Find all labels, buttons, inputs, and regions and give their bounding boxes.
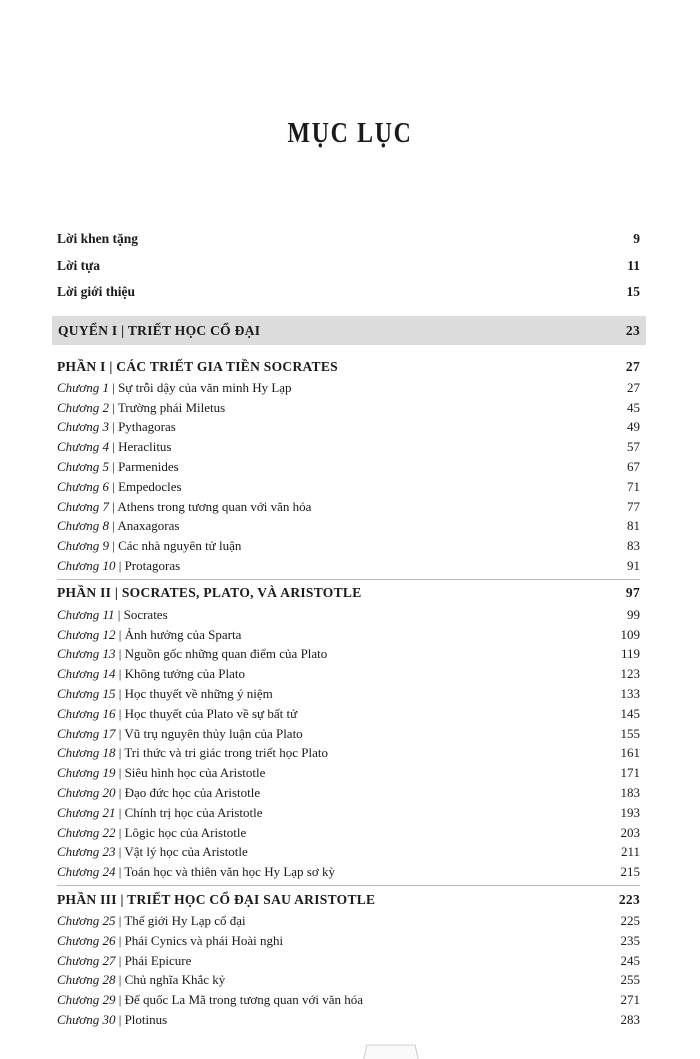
chapter-row[interactable] bbox=[57, 823, 640, 843]
chapter-separator: | bbox=[115, 844, 125, 860]
chapter-row[interactable] bbox=[57, 664, 640, 684]
chapter-title: Đạo đức học của Aristotle bbox=[124, 785, 261, 801]
front-matter-page: 9 bbox=[633, 231, 640, 247]
chapter-separator: | bbox=[108, 518, 118, 534]
chapter-label bbox=[57, 972, 225, 988]
chapter-page: 67 bbox=[627, 459, 640, 475]
chapter-title: Sự trỗi dậy của văn minh Hy Lạp bbox=[118, 379, 292, 395]
parts-list bbox=[57, 355, 640, 1030]
chapter-row[interactable] bbox=[57, 744, 640, 764]
chapter-separator: | bbox=[115, 864, 125, 880]
chapter-page: 145 bbox=[620, 705, 640, 721]
chapter-row[interactable] bbox=[57, 437, 640, 457]
chapter-page: 283 bbox=[620, 1012, 640, 1027]
chapter-separator: | bbox=[108, 419, 119, 435]
chapter-number: Chương 6 bbox=[57, 478, 109, 494]
chapter-number: Chương 28 bbox=[57, 972, 116, 988]
chapter-title: Chủ nghĩa Khắc kỷ bbox=[124, 972, 226, 988]
chapter-label bbox=[57, 380, 292, 396]
chapter-label bbox=[57, 726, 303, 742]
chapter-title: Anaxagoras bbox=[117, 518, 180, 534]
chapter-row[interactable] bbox=[57, 951, 640, 971]
chapter-row[interactable] bbox=[57, 931, 640, 951]
chapter-row[interactable] bbox=[57, 605, 640, 625]
chapter-page: 27 bbox=[627, 379, 640, 395]
chapter-title: Không tưởng của Plato bbox=[124, 666, 245, 682]
front-matter-item[interactable] bbox=[57, 279, 640, 306]
chapter-page: 109 bbox=[620, 626, 640, 642]
front-matter-item[interactable] bbox=[57, 253, 640, 280]
chapter-separator: | bbox=[115, 765, 125, 781]
chapter-separator: | bbox=[115, 745, 125, 761]
chapter-label bbox=[57, 992, 363, 1008]
chapter-page: 133 bbox=[620, 686, 640, 702]
chapter-separator: | bbox=[115, 824, 125, 840]
chapter-label bbox=[57, 1012, 167, 1028]
chapter-row[interactable] bbox=[57, 803, 640, 823]
chapter-label bbox=[57, 805, 262, 821]
chapter-label bbox=[57, 479, 182, 495]
chapter-row[interactable] bbox=[57, 783, 640, 803]
chapter-number: Chương 7 bbox=[57, 498, 109, 514]
chapter-number: Chương 13 bbox=[57, 646, 116, 662]
chapter-number: Chương 22 bbox=[57, 824, 116, 840]
chapter-row[interactable] bbox=[57, 862, 640, 882]
chapter-page: 211 bbox=[620, 844, 640, 860]
chapter-number: Chương 20 bbox=[57, 785, 116, 801]
chapter-number: Chương 4 bbox=[57, 439, 109, 455]
chapter-page: 77 bbox=[627, 498, 640, 514]
book-heading-label: QUYỂN I | TRIẾT HỌC CỔ ĐẠI bbox=[58, 322, 261, 338]
chapter-row[interactable] bbox=[57, 971, 640, 991]
chapter-number: Chương 24 bbox=[57, 864, 116, 880]
chapter-separator: | bbox=[115, 558, 125, 574]
chapter-title: Socrates bbox=[123, 606, 168, 622]
chapter-number: Chương 10 bbox=[57, 558, 116, 574]
chapter-row[interactable] bbox=[57, 625, 640, 645]
chapter-title: Thế giới Hy Lạp cổ đại bbox=[124, 913, 246, 929]
chapter-separator: | bbox=[115, 952, 125, 968]
chapter-row[interactable] bbox=[57, 536, 640, 556]
chapter-label bbox=[57, 439, 171, 455]
chapter-number: Chương 9 bbox=[57, 538, 109, 554]
chapter-separator: | bbox=[108, 538, 119, 554]
front-matter-list bbox=[57, 226, 640, 306]
chapter-number: Chương 23 bbox=[57, 844, 116, 860]
chapter-row[interactable] bbox=[57, 763, 640, 783]
chapter-number: Chương 26 bbox=[57, 932, 116, 948]
chapter-number: Chương 11 bbox=[57, 606, 115, 622]
book-heading[interactable] bbox=[52, 316, 646, 345]
chapter-page: 215 bbox=[620, 864, 640, 880]
chapter-title: Siêu hình học của Aristotle bbox=[124, 765, 266, 781]
chapter-page: 271 bbox=[620, 992, 640, 1008]
chapter-title: Tri thức và tri giác trong triết học Plato bbox=[124, 745, 329, 761]
chapter-label bbox=[57, 745, 328, 761]
chapter-page: 71 bbox=[627, 478, 640, 494]
chapter-label bbox=[57, 686, 273, 702]
chapter-separator: | bbox=[115, 913, 125, 929]
chapter-title: Toán học và thiên văn học Hy Lạp sơ kỳ bbox=[124, 864, 335, 880]
chapter-number: Chương 15 bbox=[57, 686, 116, 702]
chapter-number: Chương 16 bbox=[57, 705, 116, 721]
chapter-label bbox=[57, 953, 191, 969]
chapter-separator: | bbox=[108, 439, 119, 455]
chapter-number: Chương 21 bbox=[57, 804, 116, 820]
chapter-page: 155 bbox=[620, 725, 640, 741]
chapter-separator: | bbox=[115, 932, 125, 948]
chapter-row[interactable] bbox=[57, 684, 640, 704]
chapter-title: Empedocles bbox=[118, 478, 182, 494]
chapter-number: Chương 12 bbox=[57, 626, 116, 642]
chapter-number: Chương 17 bbox=[57, 725, 116, 741]
chapter-title: Athens trong tương quan với văn hóa bbox=[117, 498, 312, 514]
chapter-separator: | bbox=[108, 379, 119, 395]
part-heading-page: 97 bbox=[625, 585, 640, 601]
chapter-page: 193 bbox=[620, 804, 640, 820]
part-heading[interactable] bbox=[57, 888, 640, 911]
chapter-label bbox=[57, 825, 246, 841]
chapter-label bbox=[57, 400, 225, 416]
chapter-title: Pythagoras bbox=[118, 419, 176, 435]
part-heading-label: PHẦN I | CÁC TRIẾT GIA TIỀN SOCRATES bbox=[57, 358, 338, 374]
chapter-number: Chương 5 bbox=[57, 459, 109, 475]
chapter-number: Chương 18 bbox=[57, 745, 116, 761]
chapter-row[interactable] bbox=[57, 378, 640, 398]
chapter-title: Các nhà nguyên tử luận bbox=[118, 538, 242, 554]
chapter-separator: | bbox=[115, 804, 125, 820]
chapter-title: Protagoras bbox=[124, 558, 181, 574]
chapter-label bbox=[57, 538, 241, 554]
chapter-page: 203 bbox=[620, 824, 640, 840]
chapter-number: Chương 1 bbox=[57, 379, 109, 395]
chapter-row[interactable] bbox=[57, 497, 640, 517]
book-heading-page: 23 bbox=[625, 322, 640, 338]
chapter-label bbox=[57, 785, 260, 801]
chapter-separator: | bbox=[108, 478, 119, 494]
chapter-label bbox=[57, 646, 327, 662]
chapter-number: Chương 29 bbox=[57, 992, 116, 1008]
chapter-page: 119 bbox=[620, 646, 640, 662]
chapter-page: 225 bbox=[620, 913, 640, 929]
chapter-label bbox=[57, 607, 168, 623]
chapter-label bbox=[57, 419, 176, 435]
chapter-separator: | bbox=[114, 606, 124, 622]
chapter-row[interactable] bbox=[57, 457, 640, 477]
chapter-row[interactable] bbox=[57, 724, 640, 744]
chapter-title: Vật lý học của Aristotle bbox=[124, 844, 248, 860]
chapter-title: Heraclitus bbox=[118, 439, 172, 455]
chapter-row[interactable] bbox=[57, 1010, 640, 1030]
chapter-label bbox=[57, 844, 248, 860]
chapter-row[interactable] bbox=[57, 418, 640, 438]
chapter-label bbox=[57, 627, 241, 643]
chapter-row[interactable] bbox=[57, 398, 640, 418]
chapter-title: Nguồn gốc những quan điểm của Plato bbox=[124, 646, 328, 662]
front-matter-label: Lời tựa bbox=[57, 257, 100, 273]
chapter-label bbox=[57, 666, 245, 682]
chapter-number: Chương 19 bbox=[57, 765, 116, 781]
front-matter-label: Lời khen tặng bbox=[57, 231, 138, 247]
chapter-label bbox=[57, 518, 179, 534]
chapter-row[interactable] bbox=[57, 556, 640, 576]
chapter-page: 45 bbox=[627, 399, 640, 415]
chapter-page: 171 bbox=[620, 765, 640, 781]
front-matter-label: Lời giới thiệu bbox=[57, 284, 135, 300]
front-matter-page: 11 bbox=[627, 257, 640, 273]
chapter-title: Parmenides bbox=[118, 459, 179, 475]
part-heading-page: 223 bbox=[618, 891, 640, 907]
chapter-title: Lôgic học của Aristotle bbox=[124, 824, 247, 840]
chapter-separator: | bbox=[108, 399, 118, 415]
chapter-separator: | bbox=[115, 785, 125, 801]
chapter-separator: | bbox=[108, 459, 119, 475]
chapter-page: 161 bbox=[620, 745, 640, 761]
chapter-separator: | bbox=[115, 646, 125, 662]
chapter-title: Chính trị học của Aristotle bbox=[124, 804, 263, 820]
chapter-title: Vũ trụ nguyên thủy luận của Plato bbox=[124, 725, 303, 741]
chapter-separator: | bbox=[115, 626, 125, 642]
chapter-label bbox=[57, 933, 283, 949]
chapter-label bbox=[57, 499, 311, 515]
chapter-separator: | bbox=[115, 992, 125, 1008]
chapter-number: Chương 30 bbox=[57, 1012, 116, 1027]
chapter-page: 255 bbox=[620, 972, 640, 988]
chapter-row[interactable] bbox=[57, 645, 640, 665]
chapter-label bbox=[57, 765, 265, 781]
part-heading-label: PHẦN II | SOCRATES, PLATO, VÀ ARISTOTLE bbox=[57, 585, 362, 601]
chapter-page: 123 bbox=[620, 666, 640, 682]
part-heading[interactable] bbox=[57, 355, 640, 378]
part-heading[interactable] bbox=[57, 582, 640, 605]
chapter-title: Đế quốc La Mã trong tương quan với văn hóa bbox=[124, 992, 364, 1008]
chapter-row[interactable] bbox=[57, 843, 640, 863]
chapter-separator: | bbox=[108, 498, 118, 514]
part-divider bbox=[57, 885, 640, 886]
chapter-page: 81 bbox=[627, 518, 640, 534]
chapter-row[interactable] bbox=[57, 517, 640, 537]
part-divider bbox=[57, 579, 640, 580]
chapter-page: 91 bbox=[627, 558, 640, 574]
chapter-number: Chương 25 bbox=[57, 913, 116, 929]
page-tab-decoration bbox=[363, 1045, 419, 1059]
chapter-separator: | bbox=[115, 705, 125, 721]
chapter-title: Học thuyết của Plato về sự bất tử bbox=[124, 705, 298, 721]
chapter-label bbox=[57, 864, 335, 880]
chapter-page: 57 bbox=[627, 439, 640, 455]
chapter-page: 99 bbox=[627, 606, 640, 622]
front-matter-item[interactable] bbox=[57, 226, 640, 253]
chapter-row[interactable] bbox=[57, 911, 640, 931]
chapter-page: 49 bbox=[627, 419, 640, 435]
chapter-title: Học thuyết về những ý niệm bbox=[124, 686, 273, 702]
chapter-page: 183 bbox=[620, 785, 640, 801]
chapter-number: Chương 3 bbox=[57, 419, 109, 435]
chapter-separator: | bbox=[115, 686, 125, 702]
front-matter-page: 15 bbox=[626, 284, 640, 300]
chapter-row[interactable] bbox=[57, 704, 640, 724]
chapter-page: 235 bbox=[620, 932, 640, 948]
chapter-separator: | bbox=[115, 666, 125, 682]
chapter-label bbox=[57, 558, 180, 574]
chapter-separator: | bbox=[115, 972, 125, 988]
part-heading-page: 27 bbox=[625, 358, 640, 374]
chapter-label bbox=[57, 459, 179, 475]
page-title: MỤC LỤC bbox=[287, 118, 413, 149]
chapter-title: Ảnh hưởng của Sparta bbox=[124, 626, 242, 642]
chapter-page: 245 bbox=[620, 952, 640, 968]
chapter-row[interactable] bbox=[57, 990, 640, 1010]
chapter-title: Plotinus bbox=[124, 1012, 168, 1027]
chapter-separator: | bbox=[115, 725, 125, 741]
chapter-number: Chương 2 bbox=[57, 399, 109, 415]
chapter-title: Phái Cynics và phái Hoài nghi bbox=[124, 932, 284, 948]
chapter-row[interactable] bbox=[57, 477, 640, 497]
chapter-separator: | bbox=[115, 1012, 125, 1027]
chapter-page: 83 bbox=[627, 538, 640, 554]
chapter-title: Phái Epicure bbox=[124, 952, 192, 968]
chapter-number: Chương 8 bbox=[57, 518, 109, 534]
chapter-title: Trường phái Miletus bbox=[117, 399, 226, 415]
chapter-number: Chương 14 bbox=[57, 666, 116, 682]
part-heading-label: PHẦN III | TRIẾT HỌC CỔ ĐẠI SAU ARISTOTLE bbox=[57, 891, 376, 907]
chapter-label bbox=[57, 706, 297, 722]
chapter-label bbox=[57, 913, 246, 929]
chapter-number: Chương 27 bbox=[57, 952, 116, 968]
